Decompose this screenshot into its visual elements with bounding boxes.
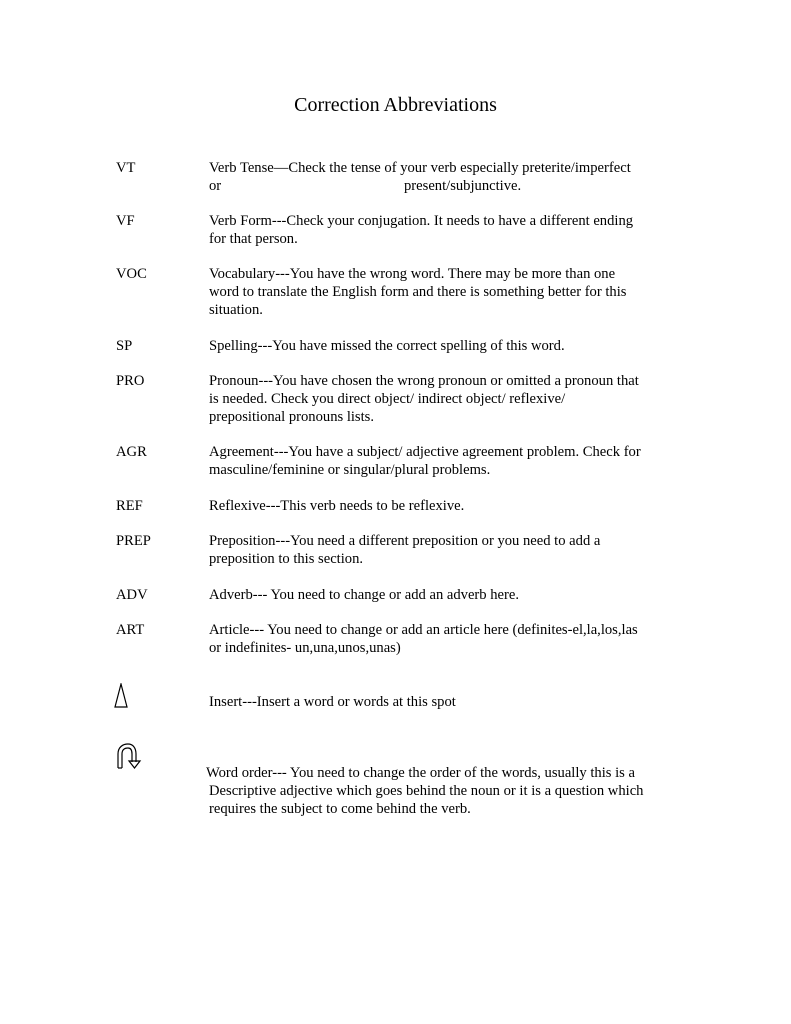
- definition-line: for that person.: [209, 231, 298, 247]
- definition-line: Pronoun---You have chosen the wrong pronoun or omitted a pronoun that: [209, 373, 639, 389]
- definition: [209, 265, 679, 319]
- definition-line: Reflexive---This verb needs to be reflexive.: [209, 498, 465, 514]
- definition-line: preposition to this section.: [209, 551, 364, 567]
- definition-line: word to translate the English form and there is something better for this: [209, 284, 627, 300]
- definition: [209, 337, 679, 355]
- definition: [209, 212, 679, 248]
- caret-insert-icon: [113, 683, 129, 714]
- definition-line: prepositional pronouns lists.: [209, 409, 374, 425]
- abbreviation: VF: [116, 213, 135, 229]
- abbreviation: VT: [116, 160, 136, 176]
- definition: [209, 693, 679, 711]
- abbreviation: ART: [116, 622, 145, 638]
- definition-line: Word order--- You need to change the order of the words, usually this is a: [206, 765, 635, 781]
- definition: [209, 372, 679, 426]
- definition-line: Verb Form---Check your conjugation. It needs to have a different ending: [209, 213, 634, 229]
- definition: [209, 621, 679, 657]
- definition-line: is needed. Check you direct object/ indirect object/ reflexive/: [209, 391, 566, 407]
- definition-line: Spelling---You have missed the correct spelling of this word.: [209, 338, 565, 354]
- definition-line: Agreement---You have a subject/ adjective agreement problem. Check for: [209, 444, 641, 460]
- definition-line: Insert---Insert a word or words at this spot: [209, 694, 456, 710]
- definition-line: or indefinites- un,una,unos,unas): [209, 640, 401, 656]
- definition-line: masculine/feminine or singular/plural problems.: [209, 462, 491, 478]
- abbreviation: ADV: [116, 587, 148, 603]
- definition: [209, 159, 679, 195]
- transpose-arrow-icon: [114, 742, 142, 775]
- abbreviation: AGR: [116, 444, 147, 460]
- definition: [209, 443, 679, 479]
- definition-line: Verb Tense—Check the tense of your verb especially preterite/imperfect: [209, 160, 631, 176]
- abbreviation: SP: [116, 338, 133, 354]
- definition-line: Adverb--- You need to change or add an adverb here.: [209, 587, 520, 603]
- abbreviation: PRO: [116, 373, 145, 389]
- definition-line-text: present/subjunctive.: [404, 178, 522, 194]
- page-title: Correction Abbreviations: [294, 94, 497, 116]
- definition: [209, 497, 679, 515]
- abbreviation: REF: [116, 498, 143, 514]
- definition-line: requires the subject to come behind the verb.: [209, 801, 471, 817]
- definition-line: [209, 177, 679, 195]
- definition-line: Descriptive adjective which goes behind the noun or it is a question which: [209, 783, 644, 799]
- definition: [209, 532, 679, 568]
- definition: [206, 764, 676, 818]
- definition-line: Vocabulary---You have the wrong word. There may be more than one: [209, 266, 616, 282]
- definition-line: Article--- You need to change or add an article here (definites-el,la,los,las: [209, 622, 638, 638]
- abbreviation: VOC: [116, 266, 147, 282]
- definition-line: situation.: [209, 302, 263, 318]
- definition: [209, 586, 679, 604]
- or-word: or: [209, 178, 222, 194]
- definition-line: Preposition---You need a different preposition or you need to add a: [209, 533, 601, 549]
- abbreviation: PREP: [116, 533, 151, 549]
